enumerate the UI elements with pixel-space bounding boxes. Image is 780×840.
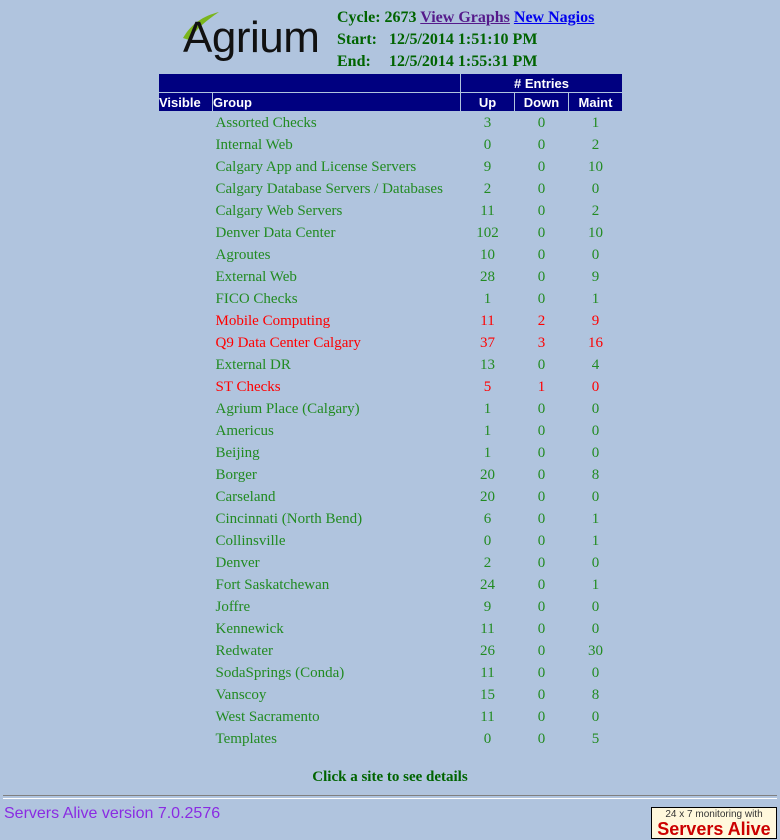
group-cell[interactable]: Redwater xyxy=(215,642,273,659)
maint-count: 1 xyxy=(591,576,600,593)
up-count: 1 xyxy=(483,290,492,307)
maint-count: 1 xyxy=(591,532,600,549)
maint-count: 1 xyxy=(591,290,600,307)
maint-count: 8 xyxy=(591,466,600,483)
entries-header-row xyxy=(159,74,623,93)
group-cell[interactable]: Beijing xyxy=(215,444,260,461)
group-cell[interactable]: Borger xyxy=(215,466,257,483)
maint-count: 0 xyxy=(591,664,600,681)
maint-count: 0 xyxy=(591,180,600,197)
up-count: 0 xyxy=(483,532,492,549)
visible-cell xyxy=(159,178,213,200)
group-cell[interactable]: Cincinnati (North Bend) xyxy=(215,510,363,527)
group-cell[interactable]: Vanscoy xyxy=(215,686,267,703)
visible-cell xyxy=(159,552,213,574)
visible-cell xyxy=(159,596,213,618)
group-cell[interactable]: Calgary Database Servers / Databases xyxy=(215,180,443,197)
new-nagios-link[interactable]: New Nagios xyxy=(513,9,595,26)
visible-cell xyxy=(159,464,213,486)
up-count: 102 xyxy=(476,224,499,241)
end-row xyxy=(337,51,594,73)
up-count: 9 xyxy=(483,598,492,615)
visible-cell xyxy=(159,442,213,464)
down-count: 0 xyxy=(537,664,546,681)
down-count: 0 xyxy=(537,510,546,527)
down-count: 0 xyxy=(537,532,546,549)
down-count: 0 xyxy=(537,268,546,285)
down-count: 0 xyxy=(537,466,546,483)
page-header xyxy=(0,0,780,72)
group-cell[interactable]: Carseland xyxy=(215,488,276,505)
maint-count: 30 xyxy=(588,642,603,659)
table-row[interactable] xyxy=(159,288,623,310)
up-count: 6 xyxy=(483,510,492,527)
maint-count: 0 xyxy=(591,444,600,461)
visible-cell xyxy=(159,574,213,596)
visible-cell xyxy=(159,310,213,332)
table-row[interactable] xyxy=(159,332,623,354)
visible-cell xyxy=(159,244,213,266)
group-cell[interactable]: Agrium Place (Calgary) xyxy=(215,400,360,417)
up-count: 11 xyxy=(480,620,495,637)
down-count: 0 xyxy=(537,136,546,153)
up-count: 11 xyxy=(480,664,495,681)
down-count: 0 xyxy=(537,356,546,373)
up-count: 9 xyxy=(483,158,492,175)
group-cell[interactable]: Internal Web xyxy=(215,136,293,153)
down-count: 2 xyxy=(537,312,546,329)
group-cell[interactable]: Collinsville xyxy=(215,532,286,549)
up-count: 1 xyxy=(483,422,492,439)
visible-cell xyxy=(159,266,213,288)
down-count: 0 xyxy=(537,290,546,307)
version-text: Servers Alive version 7.0.2576 xyxy=(4,805,221,822)
maint-count: 0 xyxy=(591,598,600,615)
up-count: 3 xyxy=(483,114,492,131)
group-cell[interactable]: Assorted Checks xyxy=(215,114,317,131)
view-graphs-link[interactable]: View Graphs xyxy=(420,9,510,26)
maint-count: 10 xyxy=(588,224,603,241)
visible-cell xyxy=(159,376,213,398)
visible-cell xyxy=(159,332,213,354)
group-cell[interactable]: FICO Checks xyxy=(215,290,298,307)
up-count: 28 xyxy=(480,268,495,285)
visible-cell xyxy=(159,288,213,310)
down-count: 1 xyxy=(537,378,546,395)
down-count: 0 xyxy=(537,202,546,219)
down-count: 0 xyxy=(537,488,546,505)
table-row[interactable] xyxy=(159,244,623,266)
up-count: 20 xyxy=(480,488,495,505)
maint-count: 10 xyxy=(588,158,603,175)
column-header-visible[interactable]: Visible xyxy=(159,93,213,112)
group-cell[interactable]: External Web xyxy=(215,268,297,285)
start-label: Start: xyxy=(337,31,377,48)
maint-count: 0 xyxy=(591,378,600,395)
header-spacer xyxy=(159,74,461,93)
visible-cell xyxy=(159,684,213,706)
cycle-value: 2673 xyxy=(384,9,417,26)
table-row[interactable] xyxy=(159,178,623,200)
group-cell[interactable]: Mobile Computing xyxy=(215,312,331,329)
up-count: 11 xyxy=(480,708,495,725)
group-cell[interactable]: SodaSprings (Conda) xyxy=(215,664,345,681)
table-row[interactable] xyxy=(159,398,623,420)
group-cell[interactable]: Joffre xyxy=(215,598,251,615)
table-row[interactable] xyxy=(159,354,623,376)
group-cell[interactable]: Q9 Data Center Calgary xyxy=(215,334,361,351)
maint-count: 4 xyxy=(591,356,600,373)
up-count: 13 xyxy=(480,356,495,373)
footer-divider xyxy=(3,795,777,799)
up-count: 2 xyxy=(483,554,492,571)
cycle-label: Cycle: xyxy=(337,9,381,26)
table-row[interactable] xyxy=(159,420,623,442)
table-row[interactable] xyxy=(159,442,623,464)
maint-count: 1 xyxy=(591,510,600,527)
group-cell[interactable]: Fort Saskatchewan xyxy=(215,576,330,593)
visible-cell xyxy=(159,530,213,552)
visible-cell xyxy=(159,618,213,640)
maint-count: 1 xyxy=(591,114,600,131)
table-row[interactable] xyxy=(159,662,623,684)
table-row[interactable] xyxy=(159,376,623,398)
groups-table-body xyxy=(159,112,623,751)
table-row[interactable] xyxy=(159,508,623,530)
visible-cell xyxy=(159,156,213,178)
visible-cell xyxy=(159,112,213,135)
visible-cell xyxy=(159,134,213,156)
down-count: 0 xyxy=(537,686,546,703)
cycle-row xyxy=(337,7,594,29)
down-count: 0 xyxy=(537,422,546,439)
down-count: 0 xyxy=(537,114,546,131)
click-site-hint: Click a site to see details xyxy=(312,769,468,785)
down-count: 0 xyxy=(537,642,546,659)
table-row[interactable] xyxy=(159,222,623,244)
down-count: 0 xyxy=(537,708,546,725)
up-count: 2 xyxy=(483,180,492,197)
down-count: 0 xyxy=(537,730,546,747)
group-cell[interactable]: Kennewick xyxy=(215,620,284,637)
badge-caption: 24 x 7 monitoring with xyxy=(665,809,763,820)
visible-cell xyxy=(159,200,213,222)
maint-count: 16 xyxy=(588,334,603,351)
column-header-group[interactable]: Group xyxy=(213,93,461,112)
visible-cell xyxy=(159,354,213,376)
up-count: 5 xyxy=(483,378,492,395)
end-value: 12/5/2014 1:55:31 PM xyxy=(389,53,538,70)
servers-alive-badge[interactable] xyxy=(651,807,777,839)
table-row[interactable] xyxy=(159,552,623,574)
visible-cell xyxy=(159,222,213,244)
column-header-row xyxy=(159,93,623,112)
up-count: 24 xyxy=(480,576,495,593)
up-count: 1 xyxy=(483,400,492,417)
groups-table xyxy=(158,73,623,750)
group-cell[interactable]: Agroutes xyxy=(215,246,271,263)
table-row[interactable] xyxy=(159,640,623,662)
maint-count: 8 xyxy=(591,686,600,703)
up-count: 11 xyxy=(480,202,495,219)
up-count: 11 xyxy=(480,312,495,329)
up-count: 0 xyxy=(483,136,492,153)
down-count: 0 xyxy=(537,158,546,175)
table-row[interactable] xyxy=(159,486,623,508)
maint-count: 0 xyxy=(591,708,600,725)
maint-count: 5 xyxy=(591,730,600,747)
table-row[interactable] xyxy=(159,596,623,618)
logo-text: Agrium xyxy=(183,13,320,62)
up-count: 0 xyxy=(483,730,492,747)
table-row[interactable] xyxy=(159,200,623,222)
down-count: 0 xyxy=(537,400,546,417)
column-header-up[interactable]: Up xyxy=(461,93,515,112)
down-count: 0 xyxy=(537,576,546,593)
visible-cell xyxy=(159,662,213,684)
agrium-logo xyxy=(183,10,333,62)
start-row xyxy=(337,29,594,51)
visible-cell xyxy=(159,486,213,508)
down-count: 0 xyxy=(537,246,546,263)
maint-count: 0 xyxy=(591,422,600,439)
table-row[interactable] xyxy=(159,684,623,706)
table-row[interactable] xyxy=(159,156,623,178)
group-cell[interactable]: Templates xyxy=(215,730,277,747)
maint-count: 2 xyxy=(591,202,600,219)
maint-count: 0 xyxy=(591,488,600,505)
visible-cell xyxy=(159,398,213,420)
visible-cell xyxy=(159,640,213,662)
start-value: 12/5/2014 1:51:10 PM xyxy=(389,31,538,48)
end-label: End: xyxy=(337,53,371,70)
maint-count: 0 xyxy=(591,400,600,417)
cycle-info xyxy=(337,7,594,73)
table-row[interactable] xyxy=(159,574,623,596)
up-count: 10 xyxy=(480,246,495,263)
visible-cell xyxy=(159,508,213,530)
down-count: 0 xyxy=(537,180,546,197)
down-count: 0 xyxy=(537,598,546,615)
table-row[interactable] xyxy=(159,310,623,332)
group-cell[interactable]: Calgary App and License Servers xyxy=(215,158,417,175)
entries-header: # Entries xyxy=(461,74,623,93)
group-cell[interactable]: Denver xyxy=(215,554,260,571)
column-header-maint[interactable]: Maint xyxy=(569,93,623,112)
maint-count: 0 xyxy=(591,246,600,263)
table-row[interactable] xyxy=(159,464,623,486)
table-row[interactable] xyxy=(159,706,623,728)
table-row[interactable] xyxy=(159,112,623,135)
badge-title: Servers Alive xyxy=(657,819,771,839)
up-count: 37 xyxy=(480,334,495,351)
maint-count: 2 xyxy=(591,136,600,153)
down-count: 0 xyxy=(537,444,546,461)
table-row[interactable] xyxy=(159,618,623,640)
visible-cell xyxy=(159,706,213,728)
visible-cell xyxy=(159,728,213,750)
table-row[interactable] xyxy=(159,728,623,750)
column-header-down[interactable]: Down xyxy=(515,93,569,112)
maint-count: 0 xyxy=(591,620,600,637)
visible-cell xyxy=(159,420,213,442)
up-count: 1 xyxy=(483,444,492,461)
up-count: 20 xyxy=(480,466,495,483)
table-row[interactable] xyxy=(159,134,623,156)
group-cell[interactable]: External DR xyxy=(215,356,291,373)
table-row[interactable] xyxy=(159,266,623,288)
group-cell[interactable]: West Sacramento xyxy=(215,708,320,725)
down-count: 0 xyxy=(537,554,546,571)
group-cell[interactable]: Denver Data Center xyxy=(215,224,336,241)
maint-count: 9 xyxy=(591,312,600,329)
group-cell[interactable]: Calgary Web Servers xyxy=(215,202,343,219)
up-count: 15 xyxy=(480,686,495,703)
down-count: 0 xyxy=(537,620,546,637)
down-count: 0 xyxy=(537,224,546,241)
maint-count: 0 xyxy=(591,554,600,571)
group-cell[interactable]: Americus xyxy=(215,422,274,439)
up-count: 26 xyxy=(480,642,495,659)
maint-count: 9 xyxy=(591,268,600,285)
down-count: 3 xyxy=(537,334,546,351)
group-cell[interactable]: ST Checks xyxy=(215,378,281,395)
table-row[interactable] xyxy=(159,530,623,552)
